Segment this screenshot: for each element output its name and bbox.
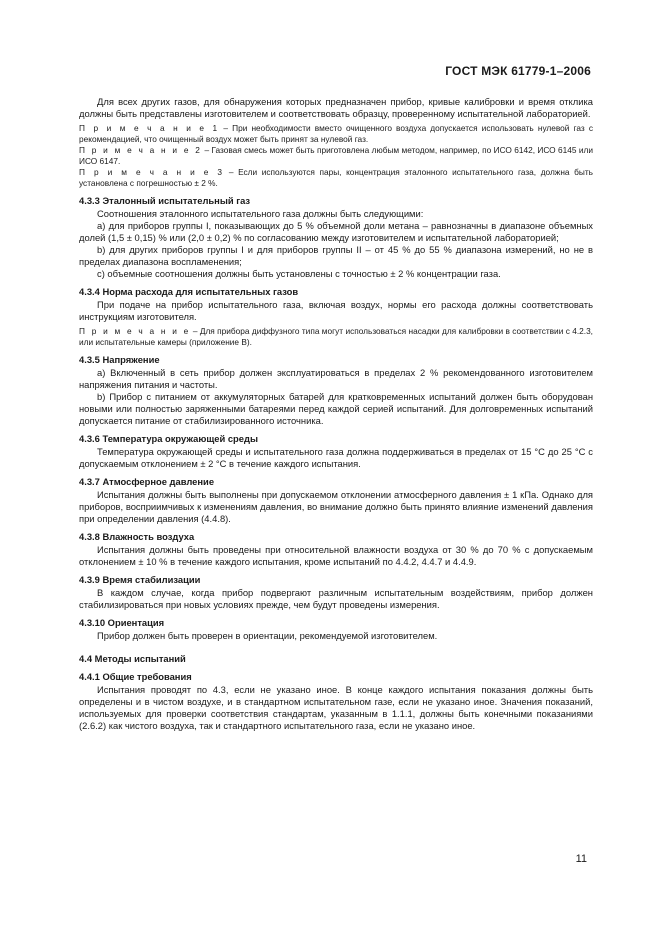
list-item: b) Прибор с питанием от аккумуляторных батарей для кратковременных испытаний должен быть оборудован новыми или полностью заряженными батареями перед каждой серией испытаний. Для долговременных испытаний допускается питание от стабилизированного источника. bbox=[79, 391, 593, 426]
section-heading: 4.3.7 Атмосферное давление bbox=[79, 476, 215, 487]
note-text: – При необходимости вместо очищенного воздуха допускается использовать нулевой газ с рекомендацией, что очищенный воздух может быть принят за нулевой газ. bbox=[79, 123, 593, 144]
list-item: a) для приборов группы I, показывающих до 5 % объемной доли метана – равнозначны в диапазоне объемных долей (1,5 ± 0,15) % или (2,0 ± 0,2) % по согласованию между изготовителем и испытательной лабораторией; bbox=[79, 220, 593, 243]
section-heading: 4.4 Методы испытаний bbox=[79, 653, 186, 664]
note-2 bbox=[79, 145, 593, 167]
note-label: П р и м е ч а н и е 2 bbox=[79, 145, 203, 155]
note-1 bbox=[79, 123, 593, 145]
section-heading: 4.3.9 Время стабилизации bbox=[79, 574, 201, 585]
paragraph: Прибор должен быть проверен в ориентации, рекомендуемой изготовителем. bbox=[97, 630, 438, 641]
section-heading: 4.3.5 Напряжение bbox=[79, 354, 160, 365]
notes-block bbox=[79, 123, 593, 189]
section-heading: 4.3.4 Норма расхода для испытательных газов bbox=[79, 286, 299, 297]
note-label: П р и м е ч а н и е 3 bbox=[79, 167, 225, 177]
paragraph: Температура окружающей среды и испытательного газа должна поддерживаться в пределах от 15 °С до 25 °С с допускаемым отклонением ± 2 °С в течение каждого испытания. bbox=[79, 446, 593, 469]
note-3 bbox=[79, 167, 593, 189]
note-label: П р и м е ч а н и е 1 bbox=[79, 123, 220, 133]
section-heading: 4.4.1 Общие требования bbox=[79, 671, 192, 682]
paragraph: Испытания должны быть проведены при относительной влажности воздуха от 30 % до 70 % с допускаемым отклонением ± 10 % в течение каждого испытания, кроме испытаний по 4.4.2, 4.4.7 и 4.4.9. bbox=[79, 544, 593, 567]
paragraph: Соотношения эталонного испытательного газа должны быть следующими: bbox=[97, 208, 424, 219]
list-item: c) объемные соотношения должны быть установлены с точностью ± 2 % концентрации газа. bbox=[97, 268, 501, 279]
list-item: a) Включенный в сеть прибор должен эксплуатироваться в пределах 2 % рекомендованного изготовителем напряжения питания и частоты. bbox=[79, 367, 593, 390]
note-text: – Газовая смесь может быть приготовлена любым методом, например, по ИСО 6142, ИСО 6145 или ИСО 6147. bbox=[79, 145, 593, 166]
note bbox=[79, 326, 593, 348]
section-heading: 4.3.6 Температура окружающей среды bbox=[79, 433, 258, 444]
list-item: b) для других приборов группы I и для приборов группы II – от 45 % до 55 % диапазона измерений, но не в пределах диапазона воспламенения; bbox=[79, 244, 593, 267]
paragraph: При подаче на прибор испытательного газа, включая воздух, нормы его расхода должны соответствовать инструкциям изготовителя. bbox=[79, 299, 593, 322]
section-heading: 4.3.3 Эталонный испытательный газ bbox=[79, 195, 251, 206]
paragraph: Испытания проводят по 4.3, если не указано иное. В конце каждого испытания показания должны быть определены и в чистом воздухе, и в стандартном испытательном газе, если не указано иное. Значения показаний, используемых для проверки соответствия стандартам, указанным в 1.1.1, должны быть конечными показаниями (2.6.2) как чистого воздуха, так и стандартного испытательного газа, если не указано иное. bbox=[79, 684, 593, 731]
note-label: П р и м е ч а н и е bbox=[79, 326, 191, 336]
section-heading: 4.3.10 Ориентация bbox=[79, 617, 165, 628]
section-heading: 4.3.8 Влажность воздуха bbox=[79, 531, 195, 542]
page-number: 11 bbox=[575, 853, 587, 865]
note-text: – Если используются пары, концентрация эталонного испытательного газа, должна быть установлена с погрешностью ± 2 %. bbox=[79, 167, 593, 188]
standard-code: ГОСТ МЭК 61779-1–2006 bbox=[445, 64, 591, 78]
note-block bbox=[79, 326, 593, 348]
page-content bbox=[79, 96, 593, 732]
intro-paragraph: Для всех других газов, для обнаружения которых предназначен прибор, кривые калибровки и время отклика должны быть представлены изготовителем и соответствовать образцу, проверенному испытательной лабораторией. bbox=[79, 96, 593, 119]
paragraph: В каждом случае, когда прибор подвергают различным испытательным воздействиям, прибор должен стабилизироваться при новых условиях прежде, чем будут проведены измерения. bbox=[79, 587, 593, 610]
note-text: – Для прибора диффузного типа могут использоваться насадки для калибровки в соответствии с 4.2.3, или испытательные камеры (приложение В). bbox=[79, 326, 593, 347]
paragraph: Испытания должны быть выполнены при допускаемом отклонении атмосферного давления ± 1 кПа. Однако для приборов, восприимчивых к изменениям давления, во внимание должно быть принято влияние изменений давления при определении давления (4.4.8). bbox=[79, 489, 593, 524]
